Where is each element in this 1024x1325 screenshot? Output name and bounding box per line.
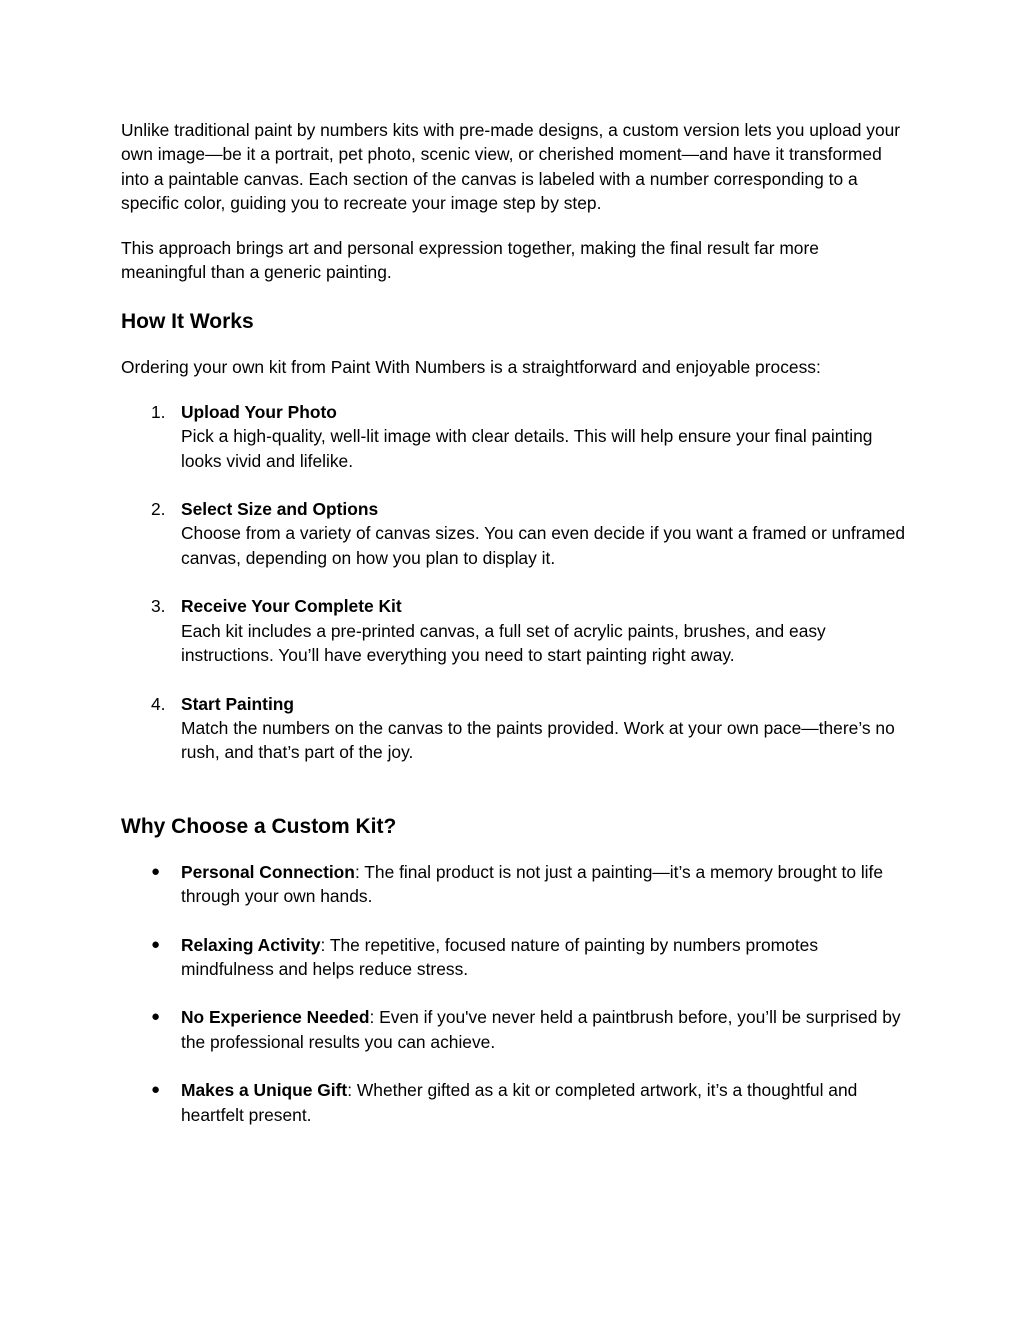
step-number: 3. xyxy=(151,596,166,617)
step-number: 2. xyxy=(151,499,166,520)
benefit-title: Personal Connection xyxy=(181,861,355,882)
intro-paragraph-1: Unlike traditional paint by numbers kits with pre-made designs, a custom version lets you upload your own image—be it a portrait, pet photo, scenic view, or cherished moment—and have it transformed into a paintable canvas. Each section of the canvas is labeled with a number corresponding to a specific color, guiding you to recreate your image step by step. xyxy=(121,120,901,214)
benefit-text: : The repetitive, focused nature of painting by numbers promotes mindfulness and helps reduce stress. xyxy=(181,934,819,979)
benefit-text: : Whether gifted as a kit or completed artwork, it’s a thoughtful and heartfelt present. xyxy=(181,1080,858,1125)
step-number: 4. xyxy=(151,693,166,714)
benefit-title: No Experience Needed xyxy=(181,1007,370,1028)
how-it-works-heading: How It Works xyxy=(121,310,254,334)
step-title: Select Size and Options xyxy=(181,499,379,520)
step-number: 1. xyxy=(151,401,166,422)
bullet-icon: ● xyxy=(151,862,161,880)
step-description: Pick a high-quality, well-lit image with clear details. This will help ensure your final painting looks vivid and lifelike. xyxy=(181,426,873,471)
benefit-item xyxy=(121,1005,906,1054)
bullet-icon: ● xyxy=(151,935,161,953)
step-item xyxy=(121,594,906,667)
intro-paragraph-2: This approach brings art and personal expression together, making the final result far more meaningful than a generic painting. xyxy=(121,237,819,283)
step-item xyxy=(121,400,906,473)
step-title: Upload Your Photo xyxy=(181,401,337,422)
step-description: Choose from a variety of canvas sizes. You can even decide if you want a framed or unframed canvas, depending on how you plan to display it. xyxy=(181,523,906,568)
benefit-title: Relaxing Activity xyxy=(181,934,321,955)
benefit-item xyxy=(121,933,906,982)
bullet-icon: ● xyxy=(151,1081,161,1099)
benefit-title: Makes a Unique Gift xyxy=(181,1080,348,1101)
step-title: Receive Your Complete Kit xyxy=(181,596,402,617)
benefit-item xyxy=(121,860,906,909)
why-custom-heading: Why Choose a Custom Kit? xyxy=(121,814,397,838)
bullet-icon: ● xyxy=(151,1008,161,1026)
benefit-text: : Even if you've never held a paintbrush before, you’ll be surprised by the professional results you can achieve. xyxy=(181,1007,901,1052)
benefits-list xyxy=(121,860,906,1127)
steps-list xyxy=(121,400,906,765)
step-title: Start Painting xyxy=(181,693,295,714)
document-page xyxy=(121,118,906,1127)
benefit-text: : The final product is not just a painting—it’s a memory brought to life through your own hands. xyxy=(181,861,884,907)
step-description: Match the numbers on the canvas to the paints provided. Work at your own pace—there’s no rush, and that’s part of the joy. xyxy=(181,717,895,763)
step-description: Each kit includes a pre-printed canvas, a full set of acrylic paints, brushes, and easy instructions. You’ll have everything you need to start painting right away. xyxy=(181,620,826,666)
how-it-works-intro: Ordering your own kit from Paint With Numbers is a straightforward and enjoyable process: xyxy=(121,357,821,378)
step-item xyxy=(121,497,906,570)
benefit-item xyxy=(121,1078,906,1127)
step-item xyxy=(121,692,906,765)
